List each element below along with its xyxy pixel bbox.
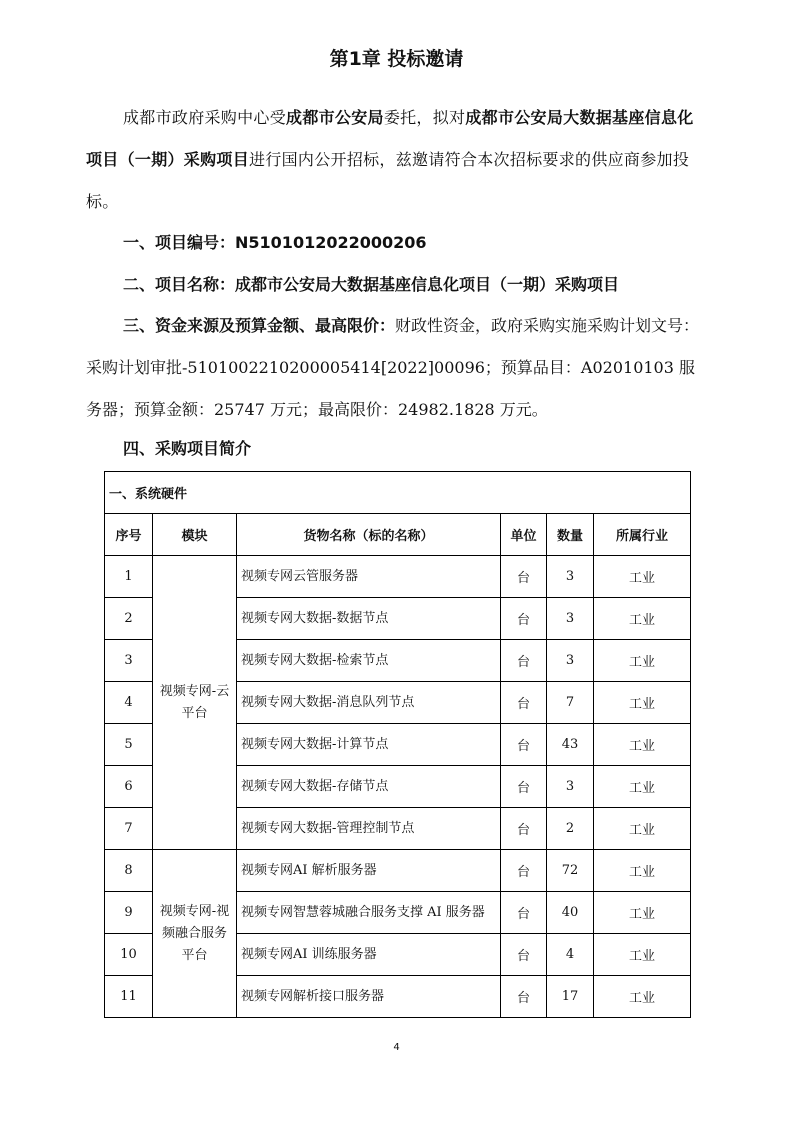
row-name: 视频专网AI 训练服务器 [237, 934, 501, 976]
row-name: 视频专网大数据-消息队列节点 [237, 682, 501, 724]
row-industry: 工业 [594, 850, 691, 892]
row-qty: 72 [547, 850, 594, 892]
table-row [105, 556, 691, 598]
project-number-value: N5101012022000206 [235, 233, 427, 252]
project-summary-label: 四、采购项目简介 [123, 439, 252, 458]
funding-text: 财政性资金，政府采购实施采购计划文号：采购计划审批-5101002210200005414[2022]00096；预算品目：A02010103 服务器；预算金额：25747 万元；最高限价：24982.1828 万元。 [86, 316, 700, 419]
procurement-table [104, 471, 691, 1018]
row-unit: 台 [501, 640, 547, 682]
row-unit: 台 [501, 556, 547, 598]
row-name: 视频专网智慧蓉城融合服务支撑 AI 服务器 [237, 892, 501, 934]
row-qty: 3 [547, 598, 594, 640]
row-name: 视频专网解析接口服务器 [237, 976, 501, 1018]
row-qty: 40 [547, 892, 594, 934]
project-number-label: 一、项目编号： [123, 233, 236, 252]
row-unit: 台 [501, 598, 547, 640]
row-qty: 3 [547, 766, 594, 808]
row-unit: 台 [501, 808, 547, 850]
row-industry: 工业 [594, 934, 691, 976]
row-industry: 工业 [594, 556, 691, 598]
row-industry: 工业 [594, 976, 691, 1018]
header-industry: 所属行业 [594, 514, 691, 556]
header-unit: 单位 [501, 514, 547, 556]
intro-project: 成都市公安局大数据基座信息化项目（一期）采购项目 [86, 108, 694, 169]
row-unit: 台 [501, 850, 547, 892]
row-industry: 工业 [594, 682, 691, 724]
project-number-line [123, 230, 427, 253]
row-industry: 工业 [594, 724, 691, 766]
row-industry: 工业 [594, 598, 691, 640]
row-name: 视频专网大数据-数据节点 [237, 598, 501, 640]
row-name: 视频专网云管服务器 [237, 556, 501, 598]
header-quantity: 数量 [547, 514, 594, 556]
row-no: 6 [105, 766, 153, 808]
row-no: 11 [105, 976, 153, 1018]
row-unit: 台 [501, 934, 547, 976]
row-unit: 台 [501, 766, 547, 808]
header-no: 序号 [105, 514, 153, 556]
row-industry: 工业 [594, 892, 691, 934]
funding-label: 三、资金来源及预算金额、最高限价： [123, 316, 396, 335]
row-unit: 台 [501, 892, 547, 934]
intro-agency: 成都市公安局 [286, 108, 384, 127]
table-section-title: 一、系统硬件 [105, 472, 691, 514]
row-qty: 3 [547, 640, 594, 682]
project-name-line [123, 272, 619, 295]
row-unit: 台 [501, 682, 547, 724]
row-unit: 台 [501, 976, 547, 1018]
row-no: 7 [105, 808, 153, 850]
row-industry: 工业 [594, 640, 691, 682]
row-industry: 工业 [594, 766, 691, 808]
table-header-row [105, 514, 691, 556]
module-video-fusion-platform: 视频专网-视频融合服务平台 [153, 850, 237, 1018]
row-name: 视频专网大数据-检索节点 [237, 640, 501, 682]
header-goods-name: 货物名称（标的名称） [237, 514, 501, 556]
table-row [105, 850, 691, 892]
page-number: 4 [393, 1042, 400, 1053]
project-name-label: 二、项目名称： [123, 275, 236, 294]
row-no: 2 [105, 598, 153, 640]
intro-text-3: 进行国内公开招标，兹邀请符合本次招标要求的供应商参加投标。 [86, 150, 690, 211]
row-name: 视频专网大数据-计算节点 [237, 724, 501, 766]
row-no: 10 [105, 934, 153, 976]
project-summary-heading [123, 436, 251, 459]
row-name: 视频专网AI 解析服务器 [237, 850, 501, 892]
project-name-value: 成都市公安局大数据基座信息化项目（一期）采购项目 [235, 275, 620, 294]
row-no: 8 [105, 850, 153, 892]
row-name: 视频专网大数据-存储节点 [237, 766, 501, 808]
header-module: 模块 [153, 514, 237, 556]
row-industry: 工业 [594, 808, 691, 850]
intro-text-2: 委托，拟对 [383, 108, 466, 127]
intro-text-1: 成都市政府采购中心受 [123, 108, 287, 127]
row-qty: 17 [547, 976, 594, 1018]
chapter-title: 第1章 投标邀请 [329, 48, 464, 70]
row-no: 5 [105, 724, 153, 766]
row-no: 9 [105, 892, 153, 934]
row-name: 视频专网大数据-管理控制节点 [237, 808, 501, 850]
invitation-paragraph [86, 97, 706, 223]
row-qty: 4 [547, 934, 594, 976]
row-qty: 3 [547, 556, 594, 598]
row-unit: 台 [501, 724, 547, 766]
row-no: 3 [105, 640, 153, 682]
row-no: 4 [105, 682, 153, 724]
funding-paragraph [86, 305, 706, 431]
row-qty: 7 [547, 682, 594, 724]
row-qty: 2 [547, 808, 594, 850]
module-cloud-platform: 视频专网-云平台 [153, 556, 237, 850]
row-no: 1 [105, 556, 153, 598]
row-qty: 43 [547, 724, 594, 766]
